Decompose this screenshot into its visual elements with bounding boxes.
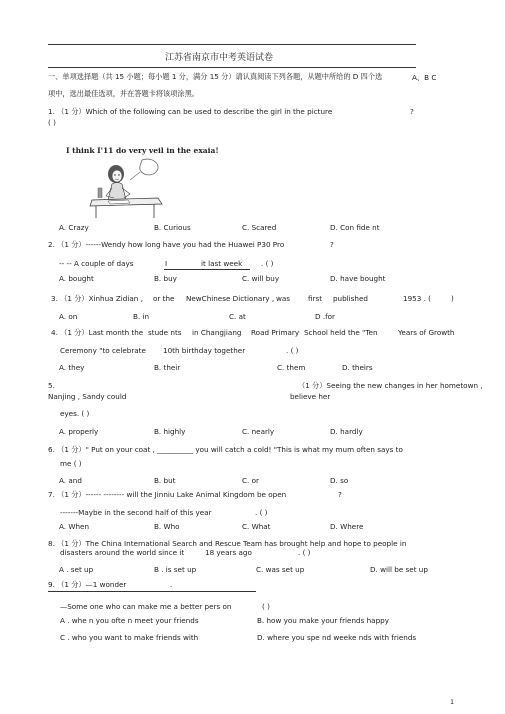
q4-option-c: C. them bbox=[277, 363, 306, 372]
q3-stem-part: published bbox=[333, 294, 368, 303]
q6-option-b: B. but bbox=[154, 476, 176, 485]
q3-stem-part: 3. （1 分）Xinhua Zidian , bbox=[51, 294, 143, 303]
q2-option-c: C. will buy bbox=[242, 274, 280, 283]
q8-option-b: B . is set up bbox=[154, 565, 197, 574]
q9-option-d: D. where you spe nd weeke nds with friends bbox=[257, 633, 417, 642]
q5-line3: eyes. ( ) bbox=[60, 409, 90, 418]
q7-question-mark: ? bbox=[338, 490, 342, 499]
q1-illustration-caption: I think I'11 do very veil in the exaia! bbox=[66, 146, 219, 155]
page-number: 1 bbox=[450, 698, 455, 706]
q4-stem-part: in Changjiang bbox=[192, 328, 242, 337]
q3-stem-part: was bbox=[276, 294, 291, 303]
q8-option-d: D. will be set up bbox=[370, 565, 428, 574]
top-rule bbox=[48, 44, 416, 45]
q8-option-a: A . set up bbox=[59, 565, 94, 574]
q7-stem: 7. （1 分）------ -------- will the Jinniu Lake Animal Kingdom be open bbox=[48, 490, 287, 499]
q7-option-a: A. When bbox=[59, 522, 89, 531]
q5-line2-start: Nanjing , Sandy could bbox=[48, 392, 127, 401]
q2-option-b: B. buy bbox=[154, 274, 177, 283]
q3-stem-part: NewChinese Dictionary , bbox=[186, 294, 275, 303]
q4-stem-part: 4. （1 分）Last month the bbox=[51, 328, 144, 337]
q9-answer-blank bbox=[48, 591, 256, 592]
q8-option-c: C. was set up bbox=[256, 565, 305, 574]
q1-option-a: A. Crazy bbox=[59, 223, 89, 232]
q5-option-d: D. hardly bbox=[330, 427, 363, 436]
q4-answer-bracket: . ( ) bbox=[286, 346, 299, 355]
q9-response: —Some one who can make me a better pers on bbox=[60, 602, 232, 611]
q7-option-b: B. Who bbox=[154, 522, 180, 531]
q3-stem-part: or the bbox=[153, 294, 175, 303]
q7-response: -------Maybe in the second half of this year bbox=[60, 508, 212, 517]
q7-option-c: C. What bbox=[242, 522, 271, 531]
q4-option-a: A. they bbox=[59, 363, 85, 372]
q2-response-blank-mark: I bbox=[165, 259, 168, 268]
q1-option-d: D. Con fide nt bbox=[330, 223, 380, 232]
q2-question-mark: ? bbox=[330, 240, 334, 249]
q3-stem-part: ) bbox=[451, 294, 454, 303]
q2-response-end: it last week bbox=[201, 259, 243, 268]
page-title: 江苏省南京市中考英语试卷 bbox=[165, 53, 274, 63]
q9-option-c: C . who you want to make friends with bbox=[60, 633, 199, 642]
q4-stem-part: Road Primary bbox=[251, 328, 300, 337]
q8-answer-bracket: . ( ) bbox=[298, 548, 311, 557]
q7-answer-bracket: . ( ) bbox=[255, 508, 268, 517]
q6-stem: 6. （1 分）" Put on your coat , __________ you will catch a cold! "This is what my mum often says to bbox=[48, 445, 403, 454]
q9-stem: 9. （1 分）—1 wonder bbox=[48, 580, 127, 589]
q9-answer-bracket: ( ) bbox=[262, 602, 270, 611]
q5-option-a: A. properly bbox=[59, 427, 99, 436]
q2-answer-blank bbox=[164, 269, 250, 270]
q7-option-d: D. Where bbox=[330, 522, 364, 531]
q8-line2-start: disasters around the world since it bbox=[60, 548, 185, 557]
q1-stem: 1. （1 分）Which of the following can be used to describe the girl in the picture bbox=[48, 107, 333, 116]
q3-option-d: D .for bbox=[315, 312, 335, 321]
q2-answer-bracket: . ( ) bbox=[261, 259, 274, 268]
q3-option-a: A. on bbox=[59, 312, 78, 321]
q4-stem-part: stude nts bbox=[148, 328, 182, 337]
q4-option-b: B. their bbox=[154, 363, 181, 372]
q5-line2-end: believe her bbox=[290, 392, 331, 401]
q4-stem-part: School held the "Ten bbox=[304, 328, 378, 337]
q6-option-c: C. or bbox=[242, 476, 259, 485]
q3-option-b: B. in bbox=[133, 312, 150, 321]
q5-option-c: C. nearly bbox=[242, 427, 275, 436]
q2-response-start: -- -- A couple of days bbox=[59, 259, 134, 268]
q9-option-a: A . whe n you ofte n meet your friends bbox=[60, 616, 199, 625]
title-rule bbox=[48, 67, 416, 68]
q5-stem: （1 分）Seeing the new changes in her hometown , bbox=[298, 381, 483, 390]
q3-stem-part: 1953 . ( bbox=[403, 294, 431, 303]
instructions-line2: 项中，选出最佳选项，并在答题卡将该项涂黑。 bbox=[48, 89, 199, 98]
q2-stem: 2. （1 分）------Wendy how long have you had the Huawei P30 Pro bbox=[48, 240, 285, 249]
q6-option-a: A. and bbox=[59, 476, 82, 485]
q4-line2-start: Ceremony "to celebrate bbox=[60, 346, 146, 355]
q9-stem-dot: . bbox=[170, 580, 173, 589]
q3-stem-part: first bbox=[308, 294, 323, 303]
q1-answer-bracket: ( ) bbox=[48, 118, 56, 127]
q8-line2-middle: 18 years ago bbox=[205, 548, 252, 557]
instructions-line1-options: A、B C bbox=[412, 73, 437, 82]
q1-question-mark: ? bbox=[410, 107, 414, 116]
q2-option-d: D. have bought bbox=[330, 274, 386, 283]
q3-option-c: C. at bbox=[229, 312, 246, 321]
q6-line2: me ( ) bbox=[60, 459, 82, 468]
q4-stem-part: Years of Growth bbox=[398, 328, 455, 337]
q6-option-d: D. so bbox=[330, 476, 349, 485]
instructions-line1: 一、单项选择题（共 15 小题；每小题 1 分，满分 15 分）请认真阅读下列各题，从题中所给的 D 四个选 bbox=[48, 72, 383, 81]
q8-stem: 8. （1 分）The China International Search and Rescue Team has brought help and hope to people in bbox=[48, 539, 407, 548]
q1-option-c: C. Scared bbox=[242, 223, 277, 232]
q1-option-b: B. Curious bbox=[154, 223, 191, 232]
q5-number: 5. bbox=[48, 381, 55, 390]
q2-option-a: A. bought bbox=[59, 274, 94, 283]
q5-option-b: B. highly bbox=[154, 427, 186, 436]
q9-option-b: B. how you make your friends happy bbox=[257, 616, 389, 625]
girl-at-desk-illustration bbox=[84, 158, 164, 218]
q4-line2-middle: 10th birthday together bbox=[163, 346, 246, 355]
q4-option-d: D. theirs bbox=[342, 363, 373, 372]
